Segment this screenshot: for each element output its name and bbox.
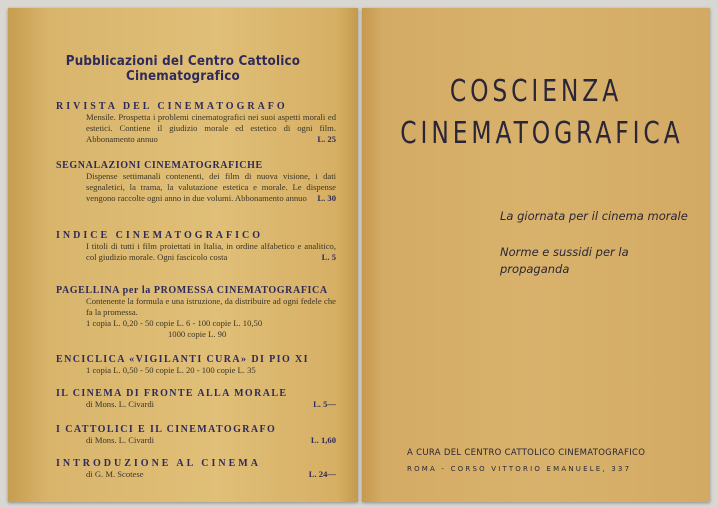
publication-author: di Mons. L. Civardi — [86, 435, 155, 445]
publication-title: IL CINEMA DI FRONTE ALLA MORALE — [56, 388, 288, 399]
publication-title: INDICE CINEMATOGRAFICO — [56, 230, 264, 241]
publication-title: I CATTOLICI E IL CINEMATOGRAFO — [56, 424, 277, 435]
publication-price: L. 5 — [321, 252, 336, 262]
publication-title: INTRODUZIONE AL CINEMA — [56, 458, 261, 469]
left-page — [8, 8, 358, 502]
publication-title: PAGELLINA per la PROMESSA CINEMATOGRAFICA — [56, 285, 328, 296]
publication-price-line: 1 copia L. 0,50 - 50 copie L. 20 - 100 copie L. 35 — [86, 365, 256, 375]
publication-price: L. 5— — [313, 399, 336, 409]
publication-desc: Contenente la formula e una istruzione, da distribuire ad ogni fedele che fa la promessa. — [86, 296, 336, 317]
publications-heading: Pubblicazioni del Centro Cattolico Cinematografico — [65, 54, 301, 84]
address-line: ROMA - CORSO VITTORIO EMANUELE, 337 — [407, 465, 632, 473]
right-page — [362, 8, 710, 502]
publication-author: di Mons. L. Civardi — [86, 399, 155, 409]
publication-pagellina — [56, 285, 336, 340]
publication-price: L. 24— — [308, 469, 336, 479]
publication-title: ENCICLICA «VIGILANTI CURA» DI PIO XI — [56, 354, 309, 365]
publication-desc — [56, 241, 336, 263]
publication-price-line: 1 copia L. 0,20 - 50 copie L. 6 - 100 copie L. 10,50 — [86, 318, 263, 328]
publication-desc — [56, 171, 336, 204]
publication-rivista — [56, 101, 336, 145]
publication-cattolici — [56, 424, 336, 446]
publication-cinema-morale — [56, 388, 336, 410]
publication-price: L. 25 — [317, 134, 336, 144]
publication-price-line: 1000 copie L. 90 — [168, 329, 227, 339]
publication-desc — [56, 112, 336, 145]
publication-title: RIVISTA DEL CINEMATOGRAFO — [56, 101, 288, 112]
desc-text: Dispense settimanali contenenti, dei film di nuova visione, i dati segnaletici, la trama, la valutazione estetica e morale. Le dispense vengono raccolte ogni anno in due volumi. Abbonamento annuo — [86, 171, 336, 203]
publication-price: L. 30 — [317, 193, 336, 203]
publication-title: SEGNALAZIONI CINEMATOGRAFICHE — [56, 160, 263, 171]
subtitle-1: La giornata per il cinema morale — [500, 209, 688, 223]
desc-text: Mensile. Prospetta i problemi cinematografici nei suoi aspetti morali ed estetici. Contiene il giudizio morale ed estetico di ogni film. Abbonamento annuo — [86, 112, 336, 144]
publication-author-line — [56, 399, 336, 410]
main-title-line2: CINEMATOGRAFICA — [400, 116, 684, 151]
publication-author-line — [56, 469, 336, 480]
publication-price: L. 1,60 — [310, 435, 336, 445]
publication-indice — [56, 230, 336, 263]
subtitle-2: Norme e sussidi per la propaganda — [500, 245, 629, 276]
publication-author-line — [56, 435, 336, 446]
publication-introduzione — [56, 458, 336, 480]
publication-segnalazioni — [56, 160, 336, 204]
main-title-line1: COSCIENZA — [449, 74, 623, 109]
publisher-line: A CURA DEL CENTRO CATTOLICO CINEMATOGRAFICO — [407, 448, 646, 458]
desc-text: I titoli di tutti i film proiettati in Italia, in ordine alfabetico e analitico, col giudizio morale. Ogni fascicolo costa — [86, 241, 336, 262]
publication-author: di G. M. Scotese — [86, 469, 144, 479]
publication-enciclica — [56, 354, 336, 376]
